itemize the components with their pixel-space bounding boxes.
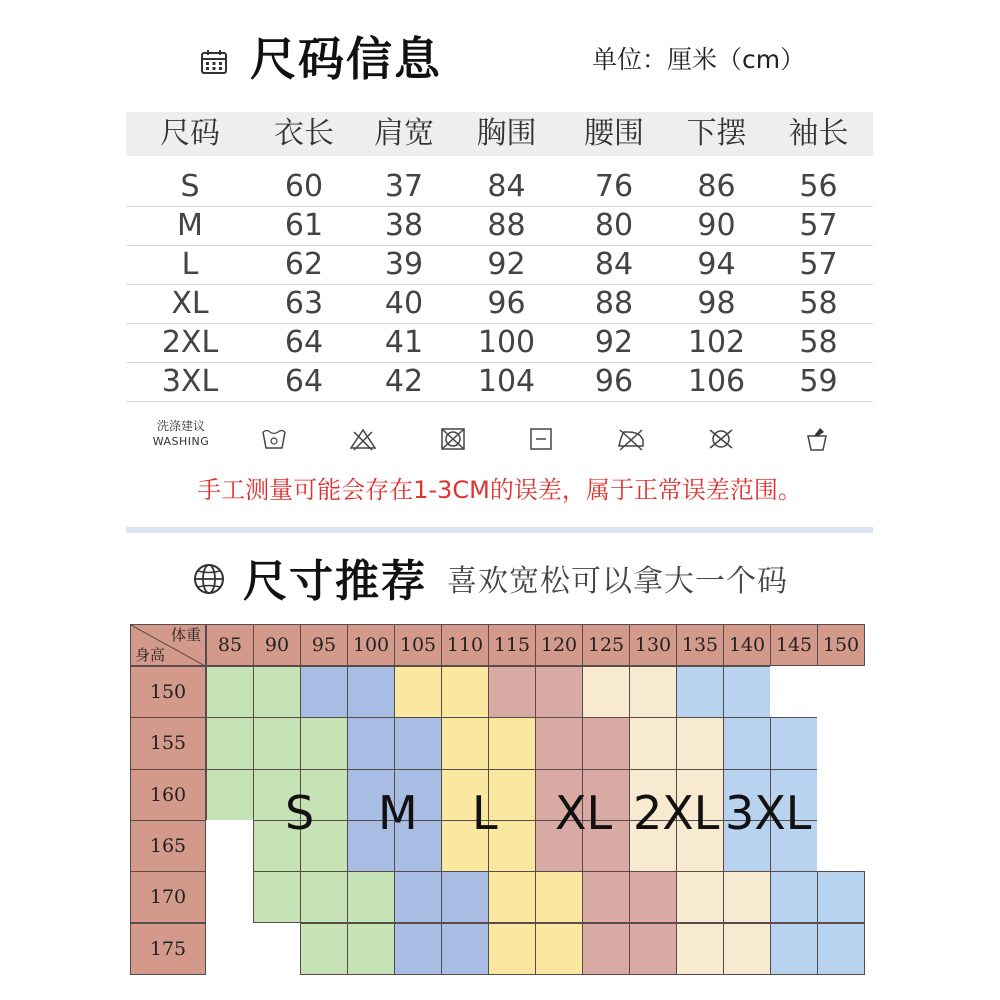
size-cell-s	[253, 666, 301, 718]
measurement-cell: 92	[594, 325, 634, 360]
measurement-cell: 56	[799, 169, 838, 204]
size-cell-m	[300, 666, 348, 718]
size-cell-xl	[535, 717, 583, 769]
size-cell-xl	[488, 666, 536, 718]
measurement-cell: 37	[384, 169, 424, 204]
measurement-cell: 76	[594, 169, 634, 204]
size-row	[126, 285, 873, 324]
weight-header-cell: 125	[582, 624, 630, 666]
size-cell-3xl	[770, 717, 818, 769]
divider	[126, 527, 873, 533]
size-cell-s	[347, 923, 395, 975]
measurement-cell: 88	[594, 286, 634, 321]
size-name-cell: 2XL	[161, 325, 219, 360]
size-name-cell: M	[177, 208, 203, 243]
height-header-cell: 165	[130, 820, 206, 872]
section-subtitle: 喜欢宽松可以拿大一个码	[447, 564, 788, 599]
measurement-cell: 88	[487, 208, 526, 243]
size-cell-2xl	[629, 717, 677, 769]
size-name-cell: 3XL	[161, 364, 219, 399]
size-cell-2xl	[676, 923, 724, 975]
measurement-cell: 94	[697, 247, 736, 282]
size-cell-l	[394, 666, 442, 718]
size-cell-2xl	[676, 871, 724, 923]
size-cell-s	[206, 769, 254, 821]
size-cell-xl	[582, 717, 630, 769]
measurement-cell: 92	[487, 247, 526, 282]
weight-header-cell: 135	[676, 624, 724, 666]
size-cell-l	[488, 717, 536, 769]
header-cell: 胸围	[476, 116, 537, 151]
washing-label-cn: 洗涤建议	[156, 419, 205, 433]
measurement-cell: 58	[799, 286, 838, 321]
measurement-cell: 61	[284, 208, 324, 243]
size-table-body	[126, 168, 873, 402]
size-table-header	[126, 112, 873, 156]
weight-header-cell: 85	[206, 624, 254, 666]
size-cell-m	[394, 871, 442, 923]
measurement-cell: 41	[384, 325, 424, 360]
measurement-cell: 84	[594, 247, 634, 282]
measurement-cell: 64	[284, 325, 324, 360]
dry-flat-icon	[526, 424, 556, 454]
weight-header-cell: 130	[629, 624, 677, 666]
size-cell-xl	[629, 923, 677, 975]
measurement-note: 手工测量可能会存在1-3CM的误差，属于正常误差范围。	[197, 476, 802, 504]
weight-header-cell: 110	[441, 624, 489, 666]
measurement-cell: 84	[487, 169, 526, 204]
height-axis-label: 身高	[135, 646, 166, 664]
size-cell-3xl	[817, 871, 865, 923]
measurement-cell: 58	[799, 325, 838, 360]
size-cell-empty	[206, 871, 254, 923]
measurement-cell: 63	[284, 286, 324, 321]
measurement-cell: 86	[697, 169, 736, 204]
measurement-cell: 57	[799, 247, 838, 282]
header-cell: 肩宽	[374, 116, 434, 151]
size-cell-s	[300, 717, 348, 769]
size-cell-xl	[535, 666, 583, 718]
size-name-cell: S	[180, 169, 200, 204]
size-cell-3xl	[770, 923, 818, 975]
size-cell-l	[535, 923, 583, 975]
size-row	[126, 246, 873, 285]
size-cell-3xl	[676, 666, 724, 718]
measurement-cell: 96	[594, 364, 634, 399]
size-cell-m	[394, 717, 442, 769]
size-cell-l	[488, 923, 536, 975]
size-label-l: L	[472, 785, 498, 840]
weight-header-cell: 120	[535, 624, 583, 666]
size-cell-empty	[817, 717, 865, 769]
height-header-cell: 160	[130, 769, 206, 821]
size-cell-m	[441, 871, 489, 923]
globe-icon	[192, 562, 226, 596]
size-cell-xl	[582, 923, 630, 975]
size-cell-s	[300, 871, 348, 923]
low-iron-icon	[616, 424, 646, 454]
weight-axis-label: 体重	[170, 626, 201, 644]
size-cell-empty	[817, 769, 865, 821]
hand-wash-icon	[259, 424, 289, 454]
size-cell-m	[347, 666, 395, 718]
size-cell-2xl	[676, 717, 724, 769]
washing-label	[126, 418, 236, 450]
measurement-cell: 90	[697, 208, 736, 243]
measurement-cell: 80	[594, 208, 634, 243]
size-cell-xl	[582, 871, 630, 923]
size-label-3xl: 3XL	[725, 785, 812, 840]
header-cell: 尺码	[160, 116, 220, 151]
no-dry-clean-icon	[706, 424, 736, 454]
weight-header-cell: 90	[253, 624, 301, 666]
size-cell-3xl	[817, 923, 865, 975]
section-title-size-info: 尺码信息	[250, 32, 442, 86]
size-name-cell: XL	[171, 286, 209, 321]
size-row	[126, 324, 873, 363]
size-table	[126, 112, 873, 402]
measurement-cell: 59	[799, 364, 838, 399]
size-cell-3xl	[770, 871, 818, 923]
weight-header-cell: 115	[488, 624, 536, 666]
header-cell: 腰围	[584, 116, 644, 151]
measurement-cell: 38	[384, 208, 424, 243]
size-cell-xl	[629, 871, 677, 923]
size-cell-empty	[817, 820, 865, 872]
washing-instructions	[126, 416, 873, 466]
size-cell-empty	[253, 923, 301, 975]
wash-bag-icon	[802, 424, 832, 454]
weight-header-cell: 105	[394, 624, 442, 666]
header-cell: 袖长	[788, 116, 849, 151]
size-cell-2xl	[629, 666, 677, 718]
height-header-cell: 150	[130, 666, 206, 718]
size-cell-l	[441, 666, 489, 718]
size-label-s: S	[285, 785, 315, 840]
header-cell: 下摆	[686, 116, 747, 151]
weight-header-cell: 95	[300, 624, 348, 666]
measurement-cell: 96	[487, 286, 526, 321]
size-cell-2xl	[723, 871, 771, 923]
size-cell-empty	[206, 820, 254, 872]
size-cell-s	[206, 666, 254, 718]
size-cell-empty	[770, 666, 818, 718]
size-cell-empty	[817, 666, 865, 718]
calendar-icon	[200, 48, 228, 76]
height-header-cell: 175	[130, 923, 206, 975]
corner-header-cell	[130, 624, 206, 666]
weight-header-cell: 150	[817, 624, 865, 666]
size-cell-s	[347, 871, 395, 923]
measurement-cell: 106	[687, 364, 746, 399]
size-label-2xl: 2XL	[633, 785, 720, 840]
size-cell-2xl	[582, 666, 630, 718]
header-cell: 衣长	[274, 116, 334, 151]
size-cell-l	[535, 871, 583, 923]
measurement-cell: 39	[384, 247, 424, 282]
size-cell-s	[300, 923, 348, 975]
measurement-cell: 62	[284, 247, 324, 282]
size-cell-2xl	[723, 923, 771, 975]
size-cell-s	[253, 717, 301, 769]
size-cell-s	[253, 871, 301, 923]
size-cell-empty	[206, 923, 254, 975]
weight-header-cell: 145	[770, 624, 818, 666]
size-recommendation-grid	[130, 624, 868, 974]
measurement-cell: 57	[799, 208, 838, 243]
size-row	[126, 363, 873, 402]
measurement-cell: 64	[284, 364, 324, 399]
weight-header-cell: 140	[723, 624, 771, 666]
height-header-cell: 170	[130, 871, 206, 923]
size-cell-m	[347, 717, 395, 769]
size-cell-m	[441, 923, 489, 975]
measurement-cell: 102	[687, 325, 746, 360]
no-bleach-icon	[348, 424, 378, 454]
no-tumble-dry-icon	[438, 424, 468, 454]
size-cell-3xl	[723, 717, 771, 769]
size-cell-l	[488, 871, 536, 923]
size-row	[126, 168, 873, 207]
size-label-xl: XL	[555, 785, 613, 840]
size-cell-m	[394, 923, 442, 975]
size-name-cell: L	[181, 247, 199, 282]
size-label-m: M	[378, 785, 418, 840]
measurement-cell: 104	[477, 364, 536, 399]
section-title-size-recommend: 尺寸推荐	[243, 556, 427, 607]
measurement-cell: 40	[384, 286, 424, 321]
washing-label-en: WASHING	[152, 435, 210, 448]
measurement-cell: 60	[284, 169, 324, 204]
measurement-cell: 98	[697, 286, 736, 321]
height-header-cell: 155	[130, 717, 206, 769]
size-row	[126, 207, 873, 246]
weight-header-cell: 100	[347, 624, 395, 666]
measurement-cell: 100	[477, 325, 536, 360]
size-cell-s	[206, 717, 254, 769]
unit-label: 单位：厘米（cm）	[592, 45, 806, 74]
size-cell-3xl	[723, 666, 771, 718]
size-cell-l	[441, 717, 489, 769]
measurement-cell: 42	[384, 364, 424, 399]
